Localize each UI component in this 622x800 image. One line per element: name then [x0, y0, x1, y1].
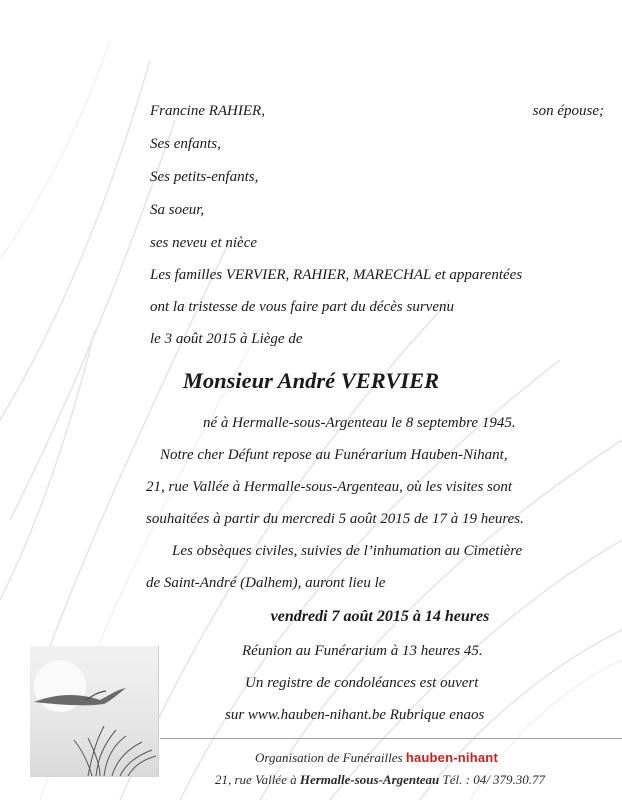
- footer-address: [215, 772, 545, 788]
- rest-line-3: souhaitées à partir du mercredi 5 août 2015 de 17 à 19 heures.: [146, 511, 524, 527]
- families-line: Les familles VERVIER, RAHIER, MARECHAL et apparentées: [150, 267, 523, 283]
- announcement-line-2: le 3 août 2015 à Liège de: [150, 331, 303, 347]
- obseques-line-2: de Saint-André (Dalhem), auront lieu le: [146, 575, 386, 591]
- funeral-datetime: vendredi 7 août 2015 à 14 heures: [270, 608, 490, 625]
- spouse-label: son épouse;: [532, 103, 604, 119]
- registry-line-1: Un registre de condoléances est ouvert: [245, 675, 479, 691]
- bird-photo: [30, 646, 159, 777]
- bird-reeds-icon: [30, 646, 158, 776]
- phone-number: Tél. : 04/ 379.30.77: [442, 772, 546, 787]
- grandchildren-line: Ses petits-enfants,: [150, 169, 259, 185]
- footer-rule: [160, 738, 622, 739]
- brand-logo: hauben-nihant: [405, 750, 498, 765]
- footer-organisation: [255, 750, 498, 766]
- address-town: Hermalle-sous-Argenteau: [299, 772, 440, 787]
- announcement-line-1: ont la tristesse de vous faire part du décès survenu: [150, 299, 454, 315]
- sister-line: Sa soeur,: [150, 202, 205, 218]
- registry-line-2: sur www.hauben-nihant.be Rubrique enaos: [225, 707, 485, 723]
- organisation-prefix: Organisation de Funérailles: [255, 750, 403, 765]
- spouse-name: Francine RAHIER,: [150, 103, 265, 119]
- deceased-name: Monsieur André VERVIER: [182, 368, 440, 393]
- rest-line-2: 21, rue Vallée à Hermalle-sous-Argenteau, où les visites sont: [146, 479, 513, 495]
- address-prefix: 21, rue Vallée à: [215, 772, 297, 787]
- reunion-line: Réunion au Funérarium à 13 heures 45.: [242, 643, 483, 659]
- birth-line: né à Hermalle-sous-Argenteau le 8 septembre 1945.: [203, 415, 516, 431]
- rest-line-1: Notre cher Défunt repose au Funérarium Hauben-Nihant,: [160, 447, 508, 463]
- nephew-niece-line: ses neveu et nièce: [150, 235, 258, 251]
- obseques-line-1: Les obsèques civiles, suivies de l’inhumation au Cimetière: [172, 543, 523, 559]
- children-line: Ses enfants,: [150, 136, 221, 152]
